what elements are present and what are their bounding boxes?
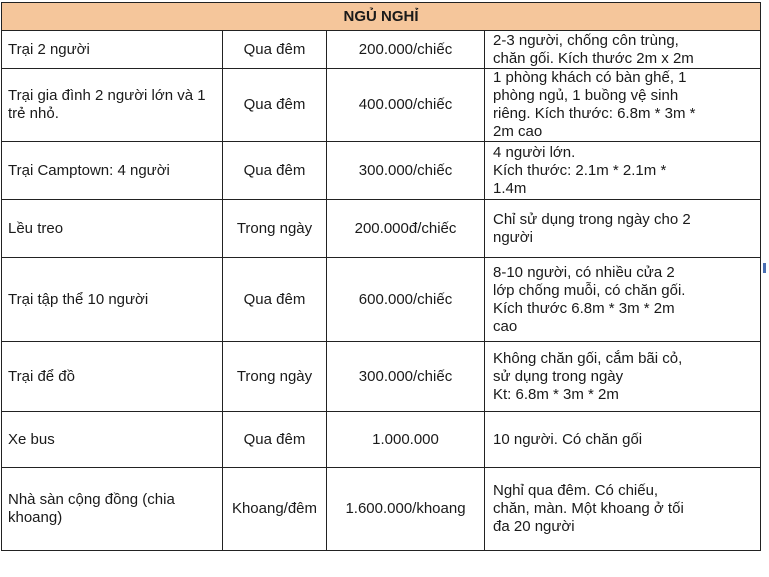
duration-cell: Trong ngày (223, 342, 327, 412)
table-row (2, 258, 761, 342)
table-title: NGỦ NGHỈ (2, 3, 761, 31)
price-cell: 300.000/chiếc (327, 342, 485, 412)
duration-cell: Qua đêm (223, 258, 327, 342)
note-line: cao (493, 317, 518, 335)
note-line: phòng ngủ, 1 buồng vệ sinh (493, 87, 679, 104)
table-row (2, 200, 761, 258)
duration-cell: Qua đêm (223, 412, 327, 468)
note-cell (485, 69, 761, 142)
note-line: chăn gối. Kích thước 2m x 2m (493, 49, 694, 67)
edge-marker (763, 263, 766, 273)
price-cell: 200.000đ/chiếc (327, 200, 485, 258)
note-line: 1.4m (493, 179, 527, 197)
table-row (2, 31, 761, 69)
note-line: chăn, màn. Một khoang ở tối (493, 500, 684, 517)
note-cell (485, 258, 761, 342)
table-row (2, 69, 761, 142)
note-line: lớp chống muỗi, có chăn gối. (493, 281, 686, 299)
table-row (2, 468, 761, 551)
duration-cell: Qua đêm (223, 31, 327, 69)
note-line: 2m cao (493, 123, 543, 140)
duration-cell: Trong ngày (223, 200, 327, 258)
price-cell: 300.000/chiếc (327, 142, 485, 200)
item-name-cell: Trại tập thể 10 người (2, 258, 223, 342)
note-line: sử dụng trong ngày (493, 367, 624, 385)
duration-cell: Qua đêm (223, 69, 327, 142)
table-row (2, 342, 761, 412)
note-line: 8-10 người, có nhiều cửa 2 (493, 263, 675, 281)
table-header-row (2, 3, 761, 31)
note-cell (485, 342, 761, 412)
note-cell (485, 31, 761, 69)
note-line: 2-3 người, chống côn trùng, (493, 31, 679, 49)
note-line: người (493, 228, 533, 246)
note-cell (485, 142, 761, 200)
table-row (2, 412, 761, 468)
note-line: Chỉ sử dụng trong ngày cho 2 (493, 210, 691, 228)
item-name-cell: Xe bus (2, 412, 223, 468)
item-name-cell: Nhà sàn cộng đồng (chia khoang) (2, 468, 223, 551)
item-name-cell: Trại 2 người (2, 31, 223, 69)
note-line: Kích thước: 2.1m * 2.1m * (493, 161, 667, 179)
price-cell: 400.000/chiếc (327, 69, 485, 142)
item-name-cell: Lều treo (2, 200, 223, 258)
price-cell: 1.600.000/khoang (327, 468, 485, 551)
accommodation-table (1, 2, 761, 551)
note-line: Nghỉ qua đêm. Có chiếu, (493, 482, 659, 499)
note-line: 4 người lớn. (493, 143, 576, 161)
note-line: Kt: 6.8m * 3m * 2m (493, 385, 619, 403)
price-cell: 200.000/chiếc (327, 31, 485, 69)
note-line: 1 phòng khách có bàn ghế, 1 (493, 69, 687, 86)
duration-cell: Qua đêm (223, 142, 327, 200)
note-line: đa 20 người (493, 518, 575, 535)
item-name-cell: Trại Camptown: 4 người (2, 142, 223, 200)
table-body (2, 31, 761, 551)
price-cell: 600.000/chiếc (327, 258, 485, 342)
item-name-cell: Trại để đồ (2, 342, 223, 412)
duration-cell: Khoang/đêm (223, 468, 327, 551)
note-line: Không chăn gối, cắm bãi cỏ, (493, 349, 683, 367)
note-cell (485, 200, 761, 258)
note-cell (485, 468, 761, 551)
note-cell (485, 412, 761, 468)
price-cell: 1.000.000 (327, 412, 485, 468)
item-name-cell: Trại gia đình 2 người lớn và 1 trẻ nhỏ. (2, 69, 223, 142)
note-line: 10 người. Có chăn gối (493, 430, 643, 448)
note-line: riêng. Kích thước: 6.8m * 3m * (493, 105, 696, 122)
note-line: Kích thước 6.8m * 3m * 2m (493, 299, 675, 317)
table-row (2, 142, 761, 200)
